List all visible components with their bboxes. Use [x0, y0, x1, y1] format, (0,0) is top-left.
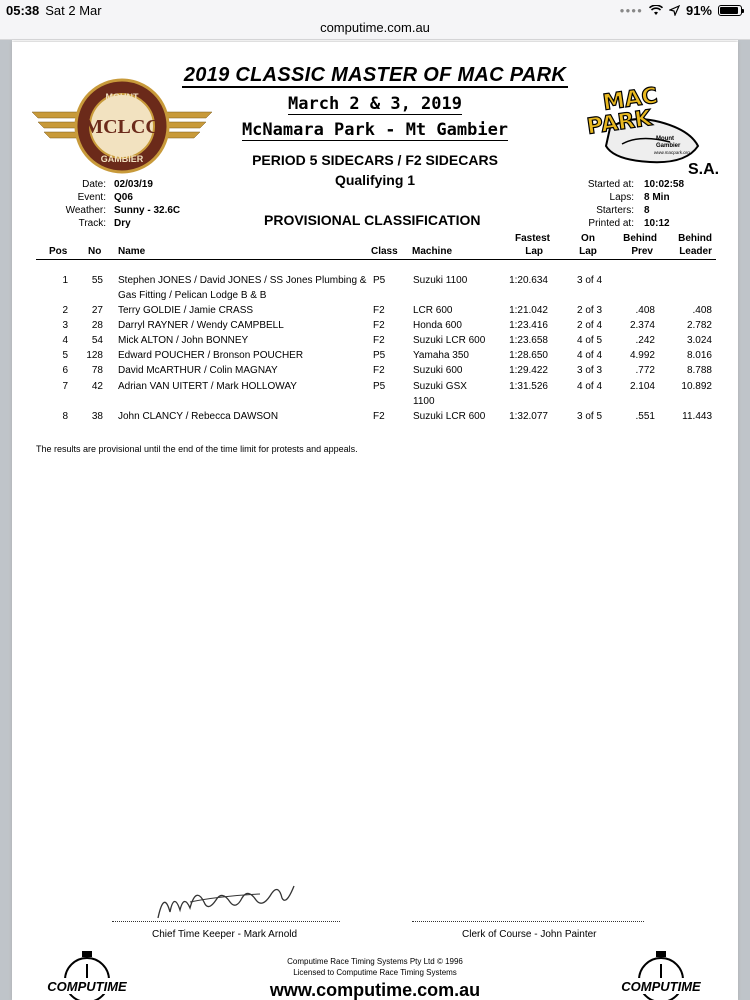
cell-fastest: 1:32.077 [509, 411, 548, 422]
info-label: Track: [78, 218, 106, 229]
cell-class: P5 [373, 275, 386, 286]
col-fastest-2: Lap [525, 246, 543, 257]
cell-pos: 1 [62, 275, 68, 286]
cell-name: Edward POUCHER / Bronson POUCHER [118, 350, 304, 361]
address-bar[interactable]: computime.com.au [320, 20, 430, 35]
signature-line-right [412, 921, 644, 922]
cell-machine: Honda 600 [413, 320, 462, 331]
computime-logo-text: COMPUTIME [621, 979, 701, 994]
info-value: Dry [114, 218, 131, 229]
cell-pos: 2 [62, 305, 68, 316]
info-value: 8 Min [644, 192, 670, 203]
info-label: Event: [77, 192, 106, 203]
cell-onlap: 3 of 3 [577, 365, 603, 376]
cell-name: Terry GOLDIE / Jamie CRASS [118, 305, 254, 316]
cell-behind-leader: 8.016 [686, 350, 712, 361]
provisional-note: The results are provisional until the end of the time limit for protests and appeals. [36, 444, 358, 454]
cell-pos: 3 [62, 320, 68, 331]
cell-onlap: 4 of 4 [577, 350, 603, 361]
mclcc-letters: MCLCC [84, 116, 160, 138]
session-name: Qualifying 1 [334, 172, 416, 188]
cell-behind-prev: 2.374 [629, 320, 655, 331]
info-value: 8 [644, 205, 650, 216]
macpark-web: www.macpark.org [654, 150, 690, 155]
cell-pos: 6 [62, 365, 68, 376]
col-leader-2: Leader [679, 246, 712, 257]
col-machine: Machine [412, 246, 453, 257]
macpark-sub2: Gambier [656, 143, 681, 149]
col-name: Name [118, 246, 146, 257]
wifi-icon [649, 5, 663, 16]
battery-level [720, 7, 738, 14]
col-onlap-1: On [581, 233, 595, 244]
cell-machine-cont: 1100 [413, 396, 435, 407]
cell-machine: Suzuki 1100 [413, 275, 468, 286]
clerk-of-course-label: Clerk of Course - John Painter [462, 929, 597, 940]
signature-image [150, 872, 310, 924]
cell-name: Adrian VAN UITERT / Mark HOLLOWAY [118, 381, 297, 392]
chief-timekeeper-label: Chief Time Keeper - Mark Arnold [152, 929, 298, 940]
battery-percent: 91% [685, 3, 712, 18]
cell-class: P5 [373, 381, 386, 392]
cell-machine: Yamaha 350 [413, 350, 469, 361]
cell-onlap: 2 of 4 [577, 320, 603, 331]
macpark-state: S.A. [688, 161, 720, 176]
col-no: No [88, 246, 102, 257]
cell-class: F2 [373, 305, 385, 316]
info-row-printed [0, 217, 740, 231]
cell-pos: 4 [62, 335, 68, 346]
info-value: Sunny - 32.6C [114, 205, 181, 216]
cell-behind-leader: .408 [692, 305, 712, 316]
macpark-sub1: Mount [656, 136, 674, 142]
cell-fastest: 1:29.422 [509, 365, 548, 376]
cell-name: John CLANCY / Rebecca DAWSON [118, 411, 279, 422]
event-dates-text: March 2 & 3, 2019 [288, 94, 462, 114]
cell-behind-leader: 2.782 [686, 320, 712, 331]
cell-no: 78 [91, 365, 103, 376]
info-value: 10:02:58 [644, 179, 685, 190]
cell-name: Stephen JONES / David JONES / SS Jones Plumbing & [118, 275, 367, 286]
info-row-laps [0, 191, 740, 205]
status-bar [0, 0, 750, 40]
cell-behind-prev: .551 [635, 411, 655, 422]
cell-behind-prev: .772 [635, 365, 655, 376]
info-label: Date: [82, 179, 106, 190]
event-venue-text: McNamara Park - Mt Gambier [241, 120, 509, 140]
cell-name: Mick ALTON / John BONNEY [118, 335, 249, 346]
cell-behind-leader: 8.788 [686, 365, 712, 376]
footer-website-link[interactable]: www.computime.com.au [269, 980, 481, 1000]
cell-pos: 5 [62, 350, 68, 361]
location-arrow-icon [669, 5, 680, 16]
info-label: Started at: [587, 179, 634, 190]
cell-name: Darryl RAYNER / Wendy CAMPBELL [118, 320, 284, 331]
col-prev-1: Behind [623, 233, 657, 244]
cell-behind-prev: .408 [635, 305, 655, 316]
info-label: Starters: [596, 205, 634, 216]
col-leader-1: Behind [678, 233, 712, 244]
cell-behind-prev: .242 [635, 335, 655, 346]
status-time [6, 3, 102, 18]
mclcc-top-text: MOUNT [105, 92, 139, 102]
cell-machine: Suzuki LCR 600 [413, 411, 486, 422]
cell-no: 42 [91, 381, 103, 392]
battery-icon [718, 5, 742, 16]
cell-behind-prev: 2.104 [629, 381, 655, 392]
computime-logo-text: COMPUTIME [47, 979, 127, 994]
info-row-starters [0, 204, 740, 218]
cell-onlap: 4 of 5 [577, 335, 603, 346]
footer-copyright: Computime Race Timing Systems Pty Ltd © 1996 [287, 957, 463, 966]
col-pos: Pos [49, 246, 68, 257]
event-title [0, 64, 750, 87]
cell-fastest: 1:23.416 [509, 320, 548, 331]
cell-machine: Suzuki 600 [413, 365, 463, 376]
cell-class: F2 [373, 320, 385, 331]
cell-fastest: 1:23.658 [509, 335, 548, 346]
cell-class: F2 [373, 365, 385, 376]
signature-line-left [112, 921, 340, 922]
cell-class: F2 [373, 411, 385, 422]
cell-no: 27 [91, 305, 103, 316]
cell-pos: 8 [62, 411, 68, 422]
event-title-text: 2019 CLASSIC MASTER OF MAC PARK [183, 64, 567, 86]
col-fastest-1: Fastest [514, 233, 550, 244]
signal-dots-icon: ●●●● [619, 6, 643, 15]
cell-onlap: 3 of 4 [577, 275, 603, 286]
cell-class: P5 [373, 350, 386, 361]
cell-no: 55 [91, 275, 103, 286]
cell-behind-prev: 4.992 [629, 350, 655, 361]
info-row-started [0, 178, 740, 192]
cell-onlap: 2 of 3 [577, 305, 603, 316]
cell-behind-leader: 3.024 [686, 335, 712, 346]
info-value: Q06 [114, 192, 133, 203]
macpark-park-text: PARK [585, 106, 654, 140]
macpark-mac-text: MAC [601, 84, 660, 116]
col-class: Class [371, 246, 398, 257]
col-onlap-2: Lap [579, 246, 597, 257]
cell-fastest: 1:31.526 [509, 381, 548, 392]
cell-no: 28 [91, 320, 103, 331]
col-prev-2: Prev [631, 246, 653, 257]
status-indicators [620, 3, 742, 18]
cell-fastest: 1:28.650 [509, 350, 548, 361]
cell-fastest: 1:21.042 [509, 305, 548, 316]
cell-onlap: 3 of 5 [577, 411, 603, 422]
info-value: 02/03/19 [114, 179, 153, 190]
cell-pos: 7 [62, 381, 68, 392]
classification-heading: PROVISIONAL CLASSIFICATION [264, 212, 481, 228]
cell-fastest: 1:20.634 [509, 275, 548, 286]
cell-name-cont: Gas Fitting / Pelican Lodge B & B [118, 290, 267, 301]
cell-machine: Suzuki GSX [413, 381, 467, 392]
cell-no: 54 [91, 335, 103, 346]
status-date: Sat 2 Mar [45, 3, 102, 18]
info-label: Printed at: [588, 218, 634, 229]
cell-machine: Suzuki LCR 600 [413, 335, 486, 346]
cell-onlap: 4 of 4 [577, 381, 603, 392]
cell-behind-leader: 10.892 [681, 381, 712, 392]
status-clock: 05:38 [6, 3, 40, 18]
cell-behind-leader: 11.443 [682, 411, 712, 422]
race-period: PERIOD 5 SIDECARS / F2 SIDECARS [252, 152, 498, 168]
header-rule [36, 259, 716, 260]
cell-class: F2 [373, 335, 385, 346]
mclcc-bottom-text: GAMBIER [100, 154, 144, 164]
event-venue [0, 120, 750, 140]
cell-name: David McARTHUR / Colin MAGNAY [118, 365, 278, 376]
footer-license: Licensed to Computime Race Timing Systems [293, 968, 457, 977]
info-label: Laps: [609, 192, 634, 203]
info-label: Weather: [65, 205, 106, 216]
event-dates [0, 94, 750, 114]
cell-no: 38 [91, 411, 103, 422]
cell-no: 128 [86, 350, 103, 361]
info-value: 10:12 [644, 218, 670, 229]
cell-machine: LCR 600 [413, 305, 453, 316]
